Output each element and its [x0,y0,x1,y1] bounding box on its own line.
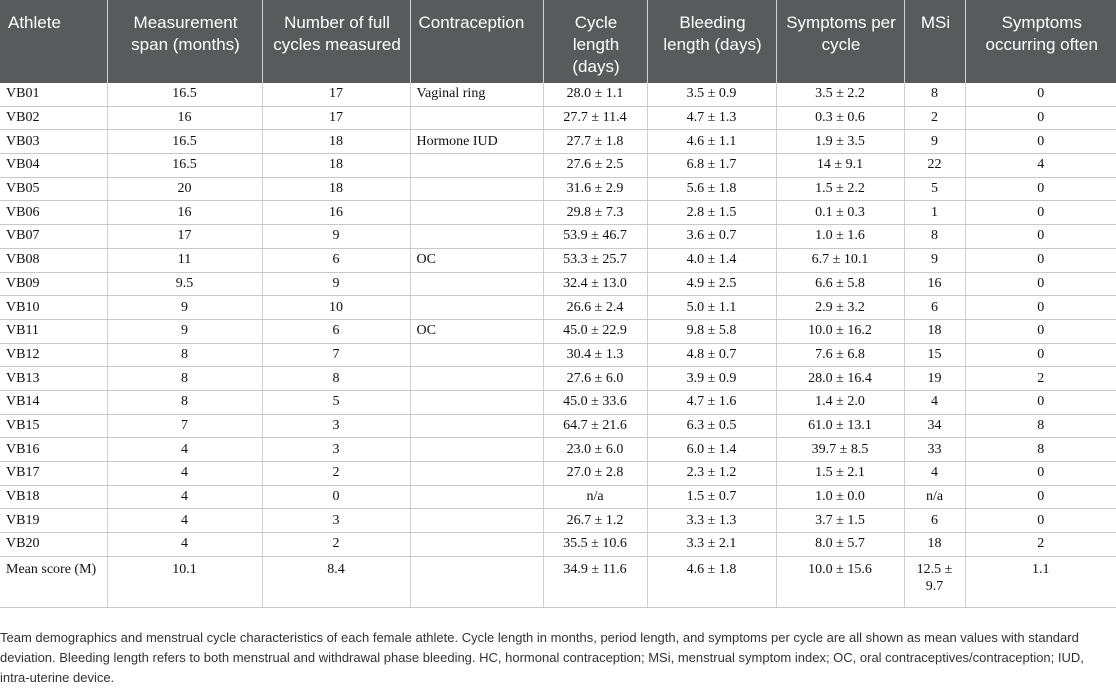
cell-msi: 19 [904,367,965,391]
cell-symptoms-often: 0 [965,177,1116,201]
header-symptoms-often: Symptoms occurring often [965,0,1116,83]
cell-symptoms-per-cycle: 2.9 ± 3.2 [776,296,904,320]
cell-symptoms-often: 0 [965,248,1116,272]
cell-symptoms-per-cycle: 6.6 ± 5.8 [776,272,904,296]
cell-full-cycles: 2 [262,462,410,486]
cell-symptoms-often: 0 [965,485,1116,509]
mean-score-row [0,556,1116,607]
cell-athlete: VB10 [0,296,107,320]
cell-contraception [410,343,543,367]
cell-symptoms-often: 0 [965,509,1116,533]
table-row [0,83,1116,106]
cell-contraception [410,414,543,438]
cell-msi: 15 [904,343,965,367]
cell-msi: 6 [904,296,965,320]
cell-contraception [410,438,543,462]
cell-msi: 16 [904,272,965,296]
cell-cycle-length: 29.8 ± 7.3 [543,201,647,225]
cell-bleeding-length: 6.8 ± 1.7 [647,154,776,178]
cell-full-cycles: 17 [262,83,410,106]
cell-measurement-span: 4 [107,462,262,486]
cell-full-cycles: 7 [262,343,410,367]
cell-athlete: VB09 [0,272,107,296]
cell-bleeding-length: 3.9 ± 0.9 [647,367,776,391]
cell-full-cycles: 9 [262,225,410,249]
header-symptoms-per-cycle: Symptoms per cycle [776,0,904,83]
header-cycle-length: Cycle length (days) [543,0,647,83]
cell-bleeding-length: 3.3 ± 2.1 [647,533,776,557]
cell-contraception [410,177,543,201]
cell-symptoms-per-cycle: 10.0 ± 16.2 [776,319,904,343]
cell-contraception: OC [410,319,543,343]
cell-athlete: VB17 [0,462,107,486]
cell-bleeding-length: 5.0 ± 1.1 [647,296,776,320]
cell-symptoms-often: 0 [965,225,1116,249]
cell-msi: 6 [904,509,965,533]
cell-symptoms-per-cycle: 0.1 ± 0.3 [776,201,904,225]
table-row [0,106,1116,130]
cell-msi: 12.5 ± 9.7 [904,556,965,607]
table-row [0,462,1116,486]
cell-full-cycles: 18 [262,154,410,178]
cell-cycle-length: 27.6 ± 6.0 [543,367,647,391]
cell-athlete: VB01 [0,83,107,106]
cell-cycle-length: 30.4 ± 1.3 [543,343,647,367]
cell-full-cycles: 18 [262,130,410,154]
cell-bleeding-length: 4.6 ± 1.8 [647,556,776,607]
cell-athlete: VB18 [0,485,107,509]
cell-bleeding-length: 4.0 ± 1.4 [647,248,776,272]
cell-bleeding-length: 4.8 ± 0.7 [647,343,776,367]
cell-full-cycles: 3 [262,509,410,533]
cell-symptoms-per-cycle: 0.3 ± 0.6 [776,106,904,130]
cell-full-cycles: 18 [262,177,410,201]
cell-msi: 8 [904,83,965,106]
cell-measurement-span: 16 [107,106,262,130]
cell-contraception: Hormone IUD [410,130,543,154]
header-full-cycles: Number of full cycles measured [262,0,410,83]
cell-full-cycles: 3 [262,438,410,462]
cell-full-cycles: 3 [262,414,410,438]
cell-symptoms-often: 8 [965,414,1116,438]
table-row [0,177,1116,201]
cell-athlete: VB11 [0,319,107,343]
cell-bleeding-length: 9.8 ± 5.8 [647,319,776,343]
cell-bleeding-length: 2.3 ± 1.2 [647,462,776,486]
cell-msi: 8 [904,225,965,249]
cell-msi: n/a [904,485,965,509]
cell-measurement-span: 17 [107,225,262,249]
cell-msi: 22 [904,154,965,178]
cell-cycle-length: 35.5 ± 10.6 [543,533,647,557]
cell-athlete: VB03 [0,130,107,154]
cell-msi: 4 [904,462,965,486]
cell-measurement-span: 4 [107,485,262,509]
cell-cycle-length: 27.6 ± 2.5 [543,154,647,178]
table-row [0,225,1116,249]
cell-measurement-span: 10.1 [107,556,262,607]
cell-athlete: VB12 [0,343,107,367]
table-row [0,533,1116,557]
header-measurement-span: Measurement span (months) [107,0,262,83]
cell-msi: 1 [904,201,965,225]
cell-symptoms-per-cycle: 10.0 ± 15.6 [776,556,904,607]
cell-athlete: VB07 [0,225,107,249]
cell-athlete: VB06 [0,201,107,225]
cell-symptoms-often: 0 [965,462,1116,486]
cell-symptoms-per-cycle: 7.6 ± 6.8 [776,343,904,367]
table-row [0,390,1116,414]
cell-msi: 33 [904,438,965,462]
cell-symptoms-often: 4 [965,154,1116,178]
cell-symptoms-often: 0 [965,343,1116,367]
cell-contraception [410,556,543,607]
cell-measurement-span: 8 [107,390,262,414]
cell-cycle-length: 27.7 ± 11.4 [543,106,647,130]
cell-full-cycles: 8 [262,367,410,391]
cell-athlete: VB19 [0,509,107,533]
cell-msi: 9 [904,248,965,272]
cell-cycle-length: 64.7 ± 21.6 [543,414,647,438]
cell-measurement-span: 9.5 [107,272,262,296]
cell-msi: 5 [904,177,965,201]
cell-msi: 4 [904,390,965,414]
cell-symptoms-often: 0 [965,83,1116,106]
cell-contraception: Vaginal ring [410,83,543,106]
cell-athlete: VB05 [0,177,107,201]
cell-athlete: VB14 [0,390,107,414]
cell-full-cycles: 0 [262,485,410,509]
header-athlete: Athlete [0,0,107,83]
cell-bleeding-length: 6.3 ± 0.5 [647,414,776,438]
table-body [0,83,1116,607]
cell-athlete: Mean score (M) [0,556,107,607]
cell-msi: 34 [904,414,965,438]
cell-bleeding-length: 3.6 ± 0.7 [647,225,776,249]
cell-full-cycles: 9 [262,272,410,296]
cell-symptoms-often: 0 [965,296,1116,320]
cell-contraception [410,296,543,320]
header-msi: MSi [904,0,965,83]
cell-symptoms-per-cycle: 8.0 ± 5.7 [776,533,904,557]
table-row [0,343,1116,367]
cell-symptoms-per-cycle: 3.5 ± 2.2 [776,83,904,106]
cell-symptoms-per-cycle: 1.0 ± 0.0 [776,485,904,509]
cell-athlete: VB08 [0,248,107,272]
cell-full-cycles: 16 [262,201,410,225]
cell-measurement-span: 7 [107,414,262,438]
table-row [0,248,1116,272]
cell-athlete: VB13 [0,367,107,391]
cell-bleeding-length: 4.6 ± 1.1 [647,130,776,154]
cell-measurement-span: 9 [107,319,262,343]
header-contraception: Contraception [410,0,543,83]
cell-measurement-span: 4 [107,509,262,533]
cell-cycle-length: 45.0 ± 33.6 [543,390,647,414]
table-row [0,485,1116,509]
cell-symptoms-per-cycle: 1.5 ± 2.1 [776,462,904,486]
cell-measurement-span: 16.5 [107,83,262,106]
cell-contraception: OC [410,248,543,272]
cell-cycle-length: 26.6 ± 2.4 [543,296,647,320]
cell-athlete: VB20 [0,533,107,557]
cell-contraception [410,390,543,414]
cell-full-cycles: 10 [262,296,410,320]
cell-symptoms-per-cycle: 6.7 ± 10.1 [776,248,904,272]
cell-athlete: VB15 [0,414,107,438]
cell-symptoms-per-cycle: 39.7 ± 8.5 [776,438,904,462]
cell-cycle-length: 27.7 ± 1.8 [543,130,647,154]
cell-full-cycles: 8.4 [262,556,410,607]
cell-contraception [410,533,543,557]
table-row [0,201,1116,225]
cell-measurement-span: 8 [107,343,262,367]
cell-symptoms-per-cycle: 14 ± 9.1 [776,154,904,178]
cell-bleeding-length: 5.6 ± 1.8 [647,177,776,201]
table-row [0,319,1116,343]
cell-bleeding-length: 1.5 ± 0.7 [647,485,776,509]
cell-cycle-length: 34.9 ± 11.6 [543,556,647,607]
cell-symptoms-per-cycle: 1.0 ± 1.6 [776,225,904,249]
cell-symptoms-often: 0 [965,130,1116,154]
cell-symptoms-often: 0 [965,390,1116,414]
cell-symptoms-often: 0 [965,106,1116,130]
cell-full-cycles: 17 [262,106,410,130]
cell-measurement-span: 16.5 [107,130,262,154]
cell-cycle-length: n/a [543,485,647,509]
cell-cycle-length: 45.0 ± 22.9 [543,319,647,343]
table-row [0,509,1116,533]
table-row [0,414,1116,438]
cell-measurement-span: 9 [107,296,262,320]
cell-symptoms-often: 0 [965,272,1116,296]
cell-msi: 18 [904,319,965,343]
cell-symptoms-often: 0 [965,201,1116,225]
cell-full-cycles: 6 [262,248,410,272]
cell-cycle-length: 27.0 ± 2.8 [543,462,647,486]
cell-contraception [410,201,543,225]
cell-bleeding-length: 4.7 ± 1.6 [647,390,776,414]
cell-contraception [410,462,543,486]
cell-full-cycles: 6 [262,319,410,343]
table-row [0,272,1116,296]
cell-cycle-length: 53.9 ± 46.7 [543,225,647,249]
cell-athlete: VB16 [0,438,107,462]
cell-measurement-span: 4 [107,438,262,462]
cell-cycle-length: 31.6 ± 2.9 [543,177,647,201]
cell-cycle-length: 23.0 ± 6.0 [543,438,647,462]
cell-full-cycles: 2 [262,533,410,557]
cell-symptoms-per-cycle: 1.5 ± 2.2 [776,177,904,201]
cell-bleeding-length: 3.3 ± 1.3 [647,509,776,533]
cell-contraception [410,485,543,509]
cell-contraception [410,106,543,130]
cell-cycle-length: 26.7 ± 1.2 [543,509,647,533]
header-row [0,0,1116,83]
cell-cycle-length: 32.4 ± 13.0 [543,272,647,296]
cell-bleeding-length: 2.8 ± 1.5 [647,201,776,225]
cell-msi: 9 [904,130,965,154]
table-row [0,130,1116,154]
table-row [0,367,1116,391]
cell-contraception [410,272,543,296]
cell-cycle-length: 28.0 ± 1.1 [543,83,647,106]
cell-athlete: VB02 [0,106,107,130]
cell-athlete: VB04 [0,154,107,178]
cell-symptoms-often: 0 [965,319,1116,343]
cell-full-cycles: 5 [262,390,410,414]
cell-measurement-span: 11 [107,248,262,272]
cell-measurement-span: 8 [107,367,262,391]
cell-measurement-span: 16 [107,201,262,225]
cell-contraception [410,154,543,178]
cell-symptoms-per-cycle: 1.4 ± 2.0 [776,390,904,414]
table-caption: Team demographics and menstrual cycle characteristics of each female athlete. Cycle length in months, period length, and symptoms per cycle are all shown as mean values with standard deviation. Bleeding length refers to both menstrual and withdrawal phase bleeding. HC, hormonal contraception; MSi, menstrual symptom index; OC, oral contraceptives/contraception; IUD, intra-uterine device. [0,630,1084,685]
cell-symptoms-often: 2 [965,367,1116,391]
cell-measurement-span: 16.5 [107,154,262,178]
cell-symptoms-often: 8 [965,438,1116,462]
cell-symptoms-per-cycle: 28.0 ± 16.4 [776,367,904,391]
table-row [0,296,1116,320]
cell-symptoms-often: 1.1 [965,556,1116,607]
cell-bleeding-length: 4.9 ± 2.5 [647,272,776,296]
table-row [0,154,1116,178]
cell-measurement-span: 20 [107,177,262,201]
cell-symptoms-per-cycle: 1.9 ± 3.5 [776,130,904,154]
cell-symptoms-often: 2 [965,533,1116,557]
header-bleeding-length: Bleeding length (days) [647,0,776,83]
cell-contraception [410,509,543,533]
cell-bleeding-length: 4.7 ± 1.3 [647,106,776,130]
cell-bleeding-length: 6.0 ± 1.4 [647,438,776,462]
cell-msi: 18 [904,533,965,557]
cell-bleeding-length: 3.5 ± 0.9 [647,83,776,106]
cell-symptoms-per-cycle: 3.7 ± 1.5 [776,509,904,533]
cell-measurement-span: 4 [107,533,262,557]
table-row [0,438,1116,462]
cell-contraception [410,367,543,391]
cell-msi: 2 [904,106,965,130]
cell-symptoms-per-cycle: 61.0 ± 13.1 [776,414,904,438]
cell-contraception [410,225,543,249]
cell-cycle-length: 53.3 ± 25.7 [543,248,647,272]
